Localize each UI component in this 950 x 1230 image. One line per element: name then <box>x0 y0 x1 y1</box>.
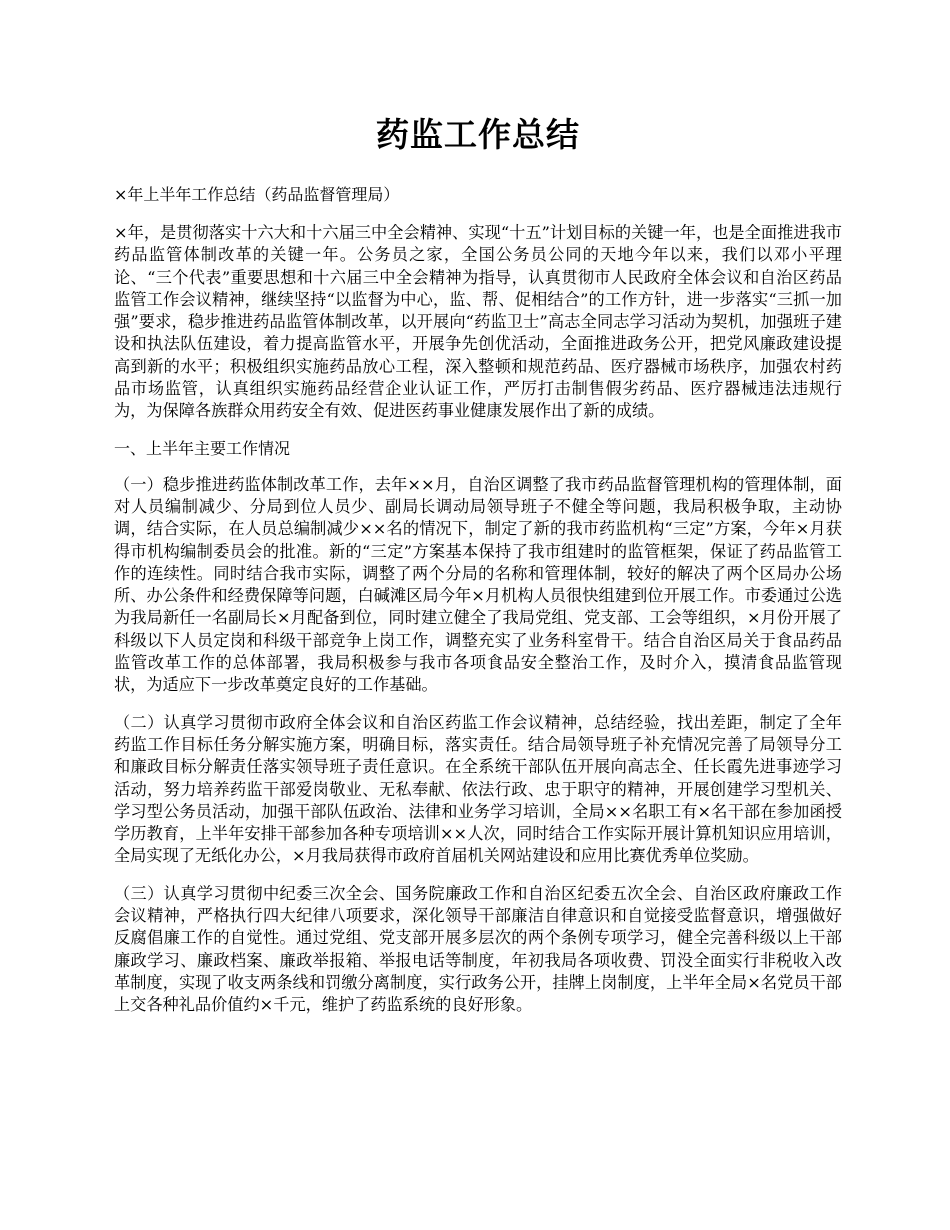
paragraph-1: （一）稳步推进药监体制改革工作，去年××月，自治区调整了我市药品监督管理机构的管理体制，面对人员编制减少、分局到位人员少、副局长调动局领导班子不健全等问题，我局积极争取，主动协调，结合实际，在人员总编制减少××名的情况下，制定了新的我市药监机构“三定”方案，今年×月获得市机构编制委员会的批准。新的“三定”方案基本保持了我市组建时的监管框架，保证了药品监管工作的连续性。同时结合我市实际，调整了两个分局的名称和管理体制，较好的解决了两个区局办公场所、办公条件和经费保障等问题，白碱滩区局今年×月机构人员很快组建到位开展工作。市委通过公选为我局新任一名副局长×月配备到位，同时建立健全了我局党组、党支部、工会等组织，×月份开展了科级以下人员定岗和科级干部竞争上岗工作，调整充实了业务科室骨干。结合自治区局关于食品药品监管改革工作的总体部署，我局积极参与我市各项食品安全整治工作，及时介入，摸清食品监管现状，为适应下一步改革奠定良好的工作基础。 <box>114 474 842 695</box>
document-title: 药监工作总结 <box>376 115 580 154</box>
document-subtitle: ×年上半年工作总结（药品监督管理局） <box>114 185 400 204</box>
paragraph-2: （二）认真学习贯彻市政府全体会议和自治区药监工作会议精神，总结经验，找出差距，制定了全年药监工作目标任务分解实施方案，明确目标，落实责任。结合局领导班子补充情况完善了局领导分工和廉政目标分解责任落实领导班子责任意识。在全系统干部队伍开展向高志全、任长霞先进事迹学习活动，努力培养药监干部爱岗敬业、无私奉献、依法行政、忠于职守的精神，开展创建学习型机关、学习型公务员活动，加强干部队伍政治、法律和业务学习培训，全局××名职工有×名干部在参加函授学历教育，上半年安排干部参加各种专项培训××人次，同时结合工作实际开展计算机知识应用培训，全局实现了无纸化办公，×月我局获得市政府首届机关网站建设和应用比赛优秀单位奖励。 <box>114 712 842 866</box>
section-heading: 一、上半年主要工作情况 <box>114 438 291 458</box>
intro-paragraph: ×年，是贯彻落实十六大和十六届三中全会精神、实现“十五”计划目标的关键一年，也是全面推进我市药品监管体制改革的关键一年。公务员之家，全国公务员公同的天地今年以来，我们以邓小平理论、“三个代表”重要思想和十六届三中全会精神为指导，认真贯彻市人民政府全体会议和自治区药品监管工作会议精神，继续坚持“以监督为中心，监、帮、促相结合”的工作方针，进一步落实“三抓一加强”要求，稳步推进药品监管体制改革，以开展向“药监卫士”高志全同志学习活动为契机，加强班子建设和执法队伍建设，着力提高监管水平，开展争先创优活动，全面推进政务公开，把党风廉政建设提高到新的水平；积极组织实施药品放心工程，深入整顿和规范药品、医疗器械市场秩序，加强农村药品市场监管，认真组织实施药品经营企业认证工作，严厉打击制售假劣药品、医疗器械违法违规行为，为保障各族群众用药安全有效、促进医药事业健康发展作出了新的成绩。 <box>114 223 842 421</box>
paragraph-3: （三）认真学习贯彻中纪委三次全会、国务院廉政工作和自治区纪委五次全会、自治区政府廉政工作会议精神，严格执行四大纪律八项要求，深化领导干部廉洁自律意识和自觉接受监督意识，增强做好反腐倡廉工作的自觉性。通过党组、党支部开展多层次的两个条例专项学习，健全完善科级以上干部廉政学习、廉政档案、廉政举报箱、举报电话等制度，年初我局各项收费、罚没全面实行非税收入改革制度，实现了收支两条线和罚缴分离制度，实行政务公开，挂牌上岗制度，上半年全局×名党员干部上交各种礼品价值约×千元，维护了药监系统的良好形象。 <box>114 883 842 1015</box>
